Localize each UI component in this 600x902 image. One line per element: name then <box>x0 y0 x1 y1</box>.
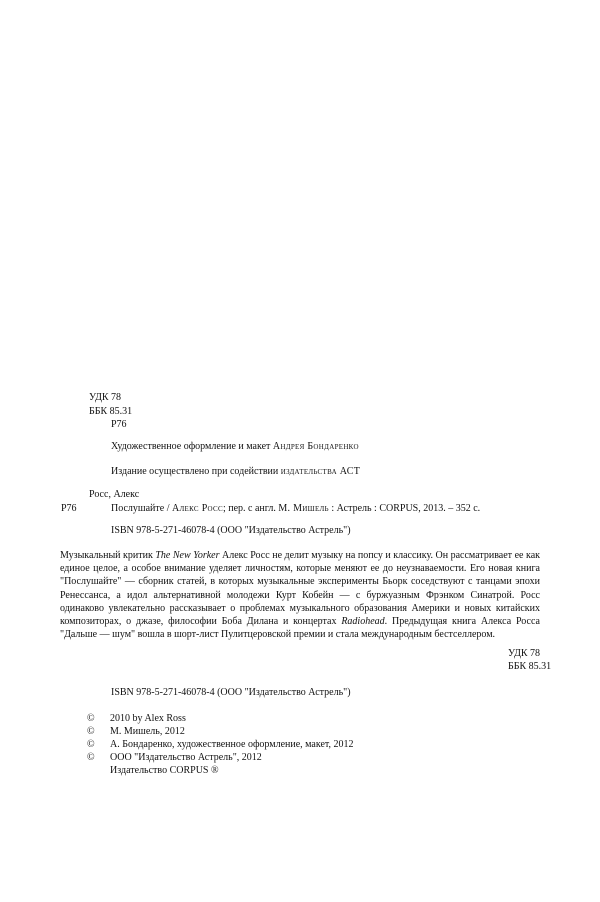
imprint: : Астрель : CORPUS, 2013. – 352 с. <box>328 503 481 514</box>
copyright-line: А. Бондаренко, художественное оформление, макет, 2012 <box>110 739 354 750</box>
copyright-icon: © <box>87 739 95 750</box>
catalog-title-line <box>111 502 480 515</box>
udk-code-bottom: УДК 78 <box>508 648 541 659</box>
catalog-isbn: ISBN 978-5-271-46078-4 (ООО "Издательство Астрель") <box>111 525 351 536</box>
publisher-credit-prefix: Издание осуществлено при содействии <box>111 466 279 477</box>
magazine-name: The New Yorker <box>155 550 220 561</box>
translator-name: М. Мишель <box>278 503 329 514</box>
band-name: Radiohead <box>341 616 385 628</box>
bbk-code: ББК 85.31 <box>89 406 133 417</box>
publisher-imprint-line: Издательство CORPUS ® <box>110 765 219 776</box>
catalog-heading: Росс, Алекс <box>89 489 140 500</box>
copyright-icon: © <box>87 726 95 737</box>
copyright-icon: © <box>87 713 95 724</box>
annotation-paragraph <box>60 549 540 641</box>
title-prefix: Послушайте / <box>111 503 172 514</box>
bbk-code-bottom: ББК 85.31 <box>508 661 552 672</box>
catalog-author-mark: Р76 <box>61 503 77 514</box>
annotation-part2: Алекс Росс не делит музыку на попсу и классику. Он рассматривает ее как единое целое, а особое внимание уделяет личностям, которые меняют ее до неузнаваемости. Его новая книга "Послушайте" — сборник статей, в которых музыкальные эксперименты Бьорк соседствуют с танцами эпохи Ренессанса, а идол альтернативной молодежи Курт Кобейн — с буржуазным Фрэнком Синатрой. Росс одинаково увлекательно рассказывает о проблемах музыкального образования Америки и новых китайских композиторах, о джазе, философии Боба Дилана и концертах <box>60 550 540 628</box>
design-credit <box>111 440 359 453</box>
copyright-icon: © <box>87 752 95 763</box>
annotation-part1: Музыкальный критик <box>60 550 156 561</box>
copyright-line: ООО "Издательство Астрель", 2012 <box>110 752 262 763</box>
design-credit-prefix: Художественное оформление и макет <box>111 441 271 452</box>
annotation-part3: . Предыдущая книга Алекса Росса "Дальше — шум" вошла в шорт-лист Пулитцеровской премии и стала международным бестселлером. <box>60 616 540 641</box>
publisher-name: издательства АСТ <box>280 466 361 477</box>
designer-name: Андрея Бондаренко <box>272 441 359 452</box>
isbn-bottom: ISBN 978-5-271-46078-4 (ООО "Издательство Астрель") <box>111 687 351 698</box>
copyright-line: 2010 by Alex Ross <box>110 713 186 724</box>
author-mark: Р76 <box>111 419 127 430</box>
translator-prefix: ; пер. с англ. <box>222 503 279 514</box>
publisher-credit <box>111 465 360 478</box>
udk-code: УДК 78 <box>89 392 122 403</box>
copyright-line: М. Мишель, 2012 <box>110 726 185 737</box>
author-name: Алекс Росс <box>171 503 223 514</box>
